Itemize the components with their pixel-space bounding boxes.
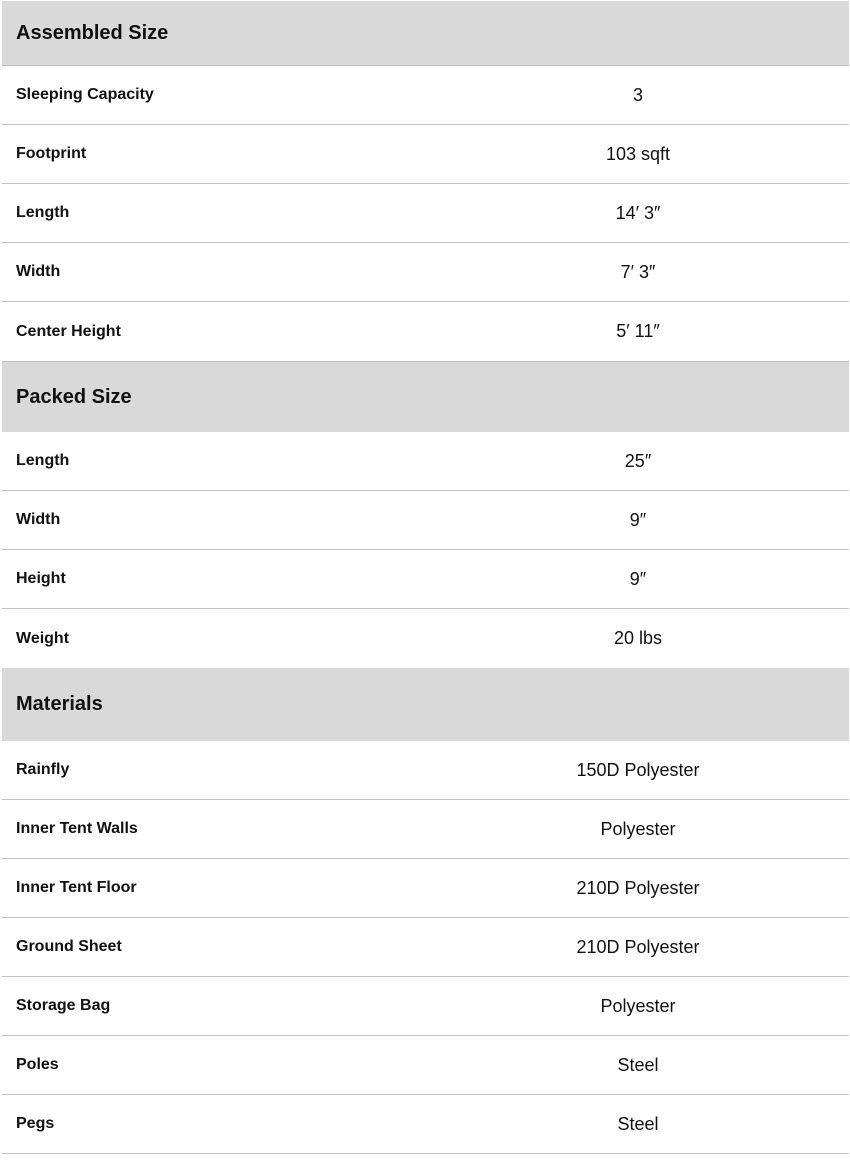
spec-row-width xyxy=(2,491,849,550)
spec-value: 20 lbs xyxy=(613,628,663,648)
section-header-materials: Materials xyxy=(2,668,849,741)
spec-value: 14′ 3″ xyxy=(615,202,661,223)
spec-label: Storage Bag xyxy=(16,997,111,1014)
spec-value: 9″ xyxy=(629,509,647,530)
spec-label: Sleeping Capacity xyxy=(16,86,154,103)
spec-label: Center Height xyxy=(16,322,121,340)
spec-label: Width xyxy=(16,511,61,528)
section-header-assembled-size: Assembled Size xyxy=(2,1,849,66)
spec-value: 150D Polyester xyxy=(576,759,700,780)
spec-label: Footprint xyxy=(16,145,87,162)
spec-label: Width xyxy=(16,263,61,280)
spec-row-footprint xyxy=(2,125,849,184)
spec-row-inner-tent-walls xyxy=(2,800,849,859)
spec-row-center-height xyxy=(2,302,849,361)
spec-value: 210D Polyester xyxy=(576,936,700,957)
spec-value: 9″ xyxy=(629,568,647,589)
spec-row-width xyxy=(2,243,849,302)
spec-label: Ground Sheet xyxy=(16,938,122,955)
spec-row-storage-bag xyxy=(2,977,849,1036)
spec-value: 5′ 11″ xyxy=(616,321,660,341)
spec-label: Height xyxy=(16,570,66,587)
spec-row-ground-sheet xyxy=(2,918,849,977)
spec-row-inner-tent-floor xyxy=(2,859,849,918)
spec-value: 103 sqft xyxy=(605,143,671,164)
spec-label: Inner Tent Floor xyxy=(16,879,137,896)
spec-row-length xyxy=(2,184,849,243)
spec-label: Pegs xyxy=(16,1115,55,1132)
spec-label: Poles xyxy=(16,1056,59,1073)
spec-row-pegs xyxy=(2,1095,849,1154)
section-header-packed-size: Packed Size xyxy=(2,361,849,432)
spec-value: Polyester xyxy=(600,818,676,839)
spec-value: Steel xyxy=(617,1113,659,1134)
spec-row-poles xyxy=(2,1036,849,1095)
spec-row-height xyxy=(2,550,849,609)
spec-row-rainfly xyxy=(2,741,849,800)
spec-table xyxy=(2,1,849,1154)
spec-row-sleeping-capacity xyxy=(2,66,849,125)
spec-value: 210D Polyester xyxy=(576,877,700,898)
spec-value: 3 xyxy=(632,84,643,105)
spec-label: Length xyxy=(16,452,70,469)
spec-value: 7′ 3″ xyxy=(620,261,656,282)
spec-row-length xyxy=(2,432,849,491)
spec-row-weight xyxy=(2,609,849,668)
spec-value: 25″ xyxy=(624,450,652,471)
spec-label: Rainfly xyxy=(16,761,70,778)
spec-value: Polyester xyxy=(600,995,676,1016)
spec-label: Weight xyxy=(16,629,70,647)
spec-label: Length xyxy=(16,204,70,221)
spec-value: Steel xyxy=(617,1054,659,1075)
spec-label: Inner Tent Walls xyxy=(16,820,138,837)
